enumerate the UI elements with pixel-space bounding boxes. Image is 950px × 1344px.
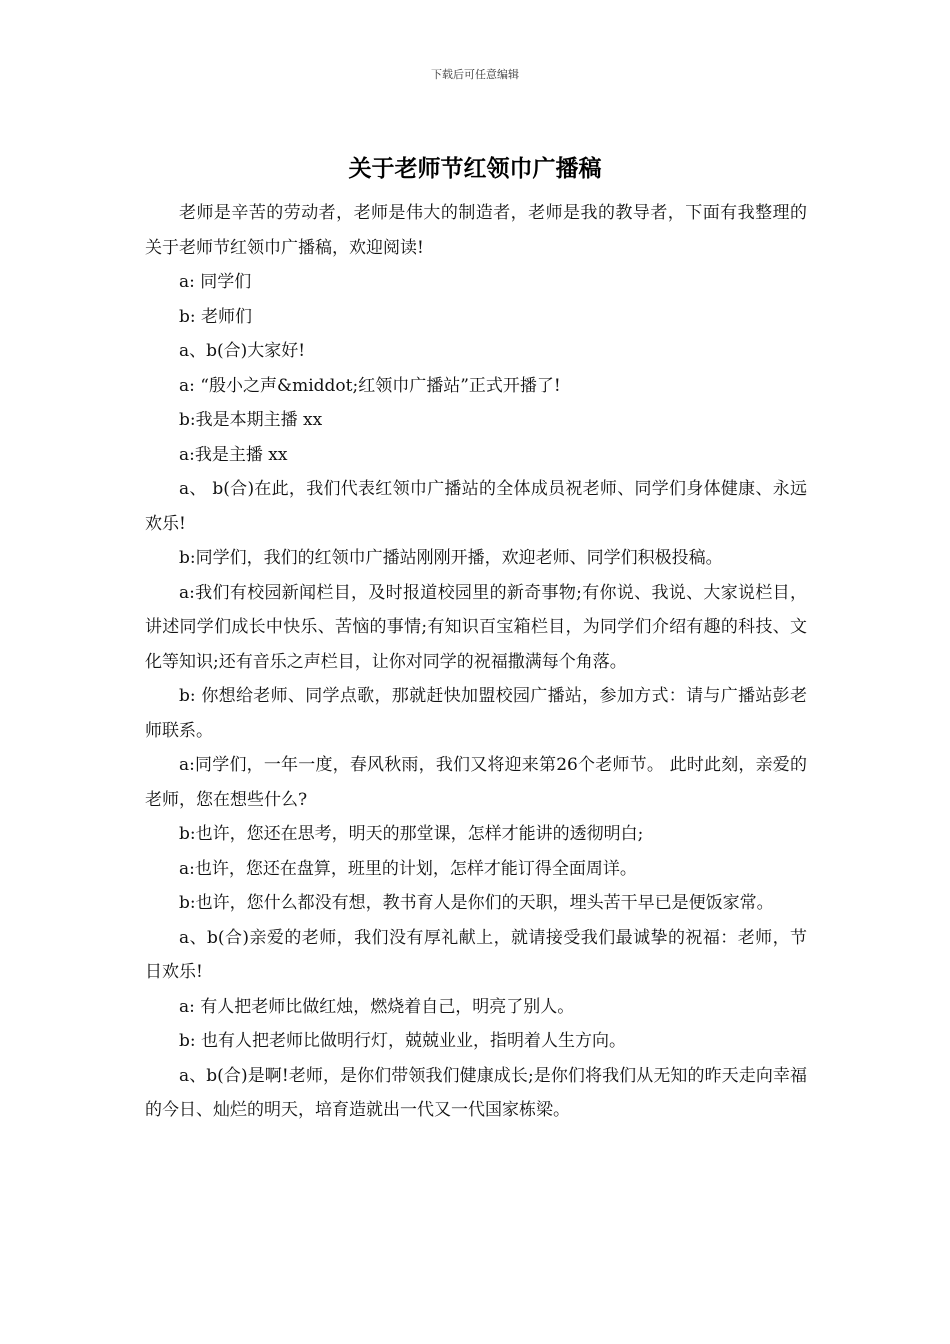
header-note: 下载后可任意编辑 [431, 68, 519, 81]
paragraph: a: “殷小之声&middot;红领巾广播站”正式开播了! [179, 375, 561, 396]
paragraph: a: 同学们 [179, 272, 252, 292]
paragraph: b:也许，您什么都没有想，教书育人是你们的天职，埋头苦干早已是便饭家常。 [179, 893, 774, 913]
paragraph-intro: 老师是辛苦的劳动者，老师是伟大的制造者，老师是我的教导者，下面有我整理的关于老师节红领巾广播稿，欢迎阅读! [145, 203, 807, 258]
paragraph: a、b(合)大家好! [179, 341, 306, 361]
paragraph: a:我是主播 xx [179, 444, 288, 465]
paragraph: a:也许，您还在盘算，班里的计划，怎样才能订得全面周详。 [179, 858, 637, 879]
document-title: 关于老师节红领巾广播稿 [348, 155, 602, 182]
paragraph: a、b(合)是啊!老师，是你们带领我们健康成长;是你们将我们从无知的昨天走向幸福的今日、灿烂的明天，培育造就出一代又一代国家栋梁。 [145, 1065, 807, 1120]
paragraph: a:同学们，一年一度，春风秋雨，我们又将迎来第26个老师节。 此时此刻，亲爱的老师，您在想些什么? [145, 755, 807, 810]
paragraph: a:我们有校园新闻栏目，及时报道校园里的新奇事物;有你说、我说、大家说栏目，讲述同学们成长中快乐、苦恼的事情;有知识百宝箱栏目，为同学们介绍有趣的科技、文化等知识;还有音乐之声栏目，让你对同学的祝福撒满每个角落。 [145, 582, 807, 672]
paragraph: b:同学们，我们的红领巾广播站刚刚开播，欢迎老师、同学们积极投稿。 [179, 548, 723, 568]
paragraph: b:也许，您还在思考，明天的那堂课，怎样才能讲的透彻明白; [179, 824, 644, 844]
paragraph: b: 也有人把老师比做明行灯，兢兢业业，指明着人生方向。 [179, 1031, 627, 1051]
paragraph: a、 b(合)在此，我们代表红领巾广播站的全体成员祝老师、同学们身体健康、永远欢乐! [145, 479, 807, 534]
paragraph: b: 你想给老师、同学点歌，那就赶快加盟校园广播站，参加方式：请与广播站彭老师联系。 [145, 686, 807, 741]
document-body [145, 196, 807, 1128]
paragraph: a: 有人把老师比做红烛，燃烧着自己，明亮了别人。 [179, 996, 575, 1017]
paragraph: b:我是本期主播 xx [179, 410, 323, 430]
paragraph: a、b(合)亲爱的老师，我们没有厚礼献上，就请接受我们最诚挚的祝福：老师，节日欢乐! [145, 927, 807, 982]
paragraph: b: 老师们 [179, 306, 253, 327]
